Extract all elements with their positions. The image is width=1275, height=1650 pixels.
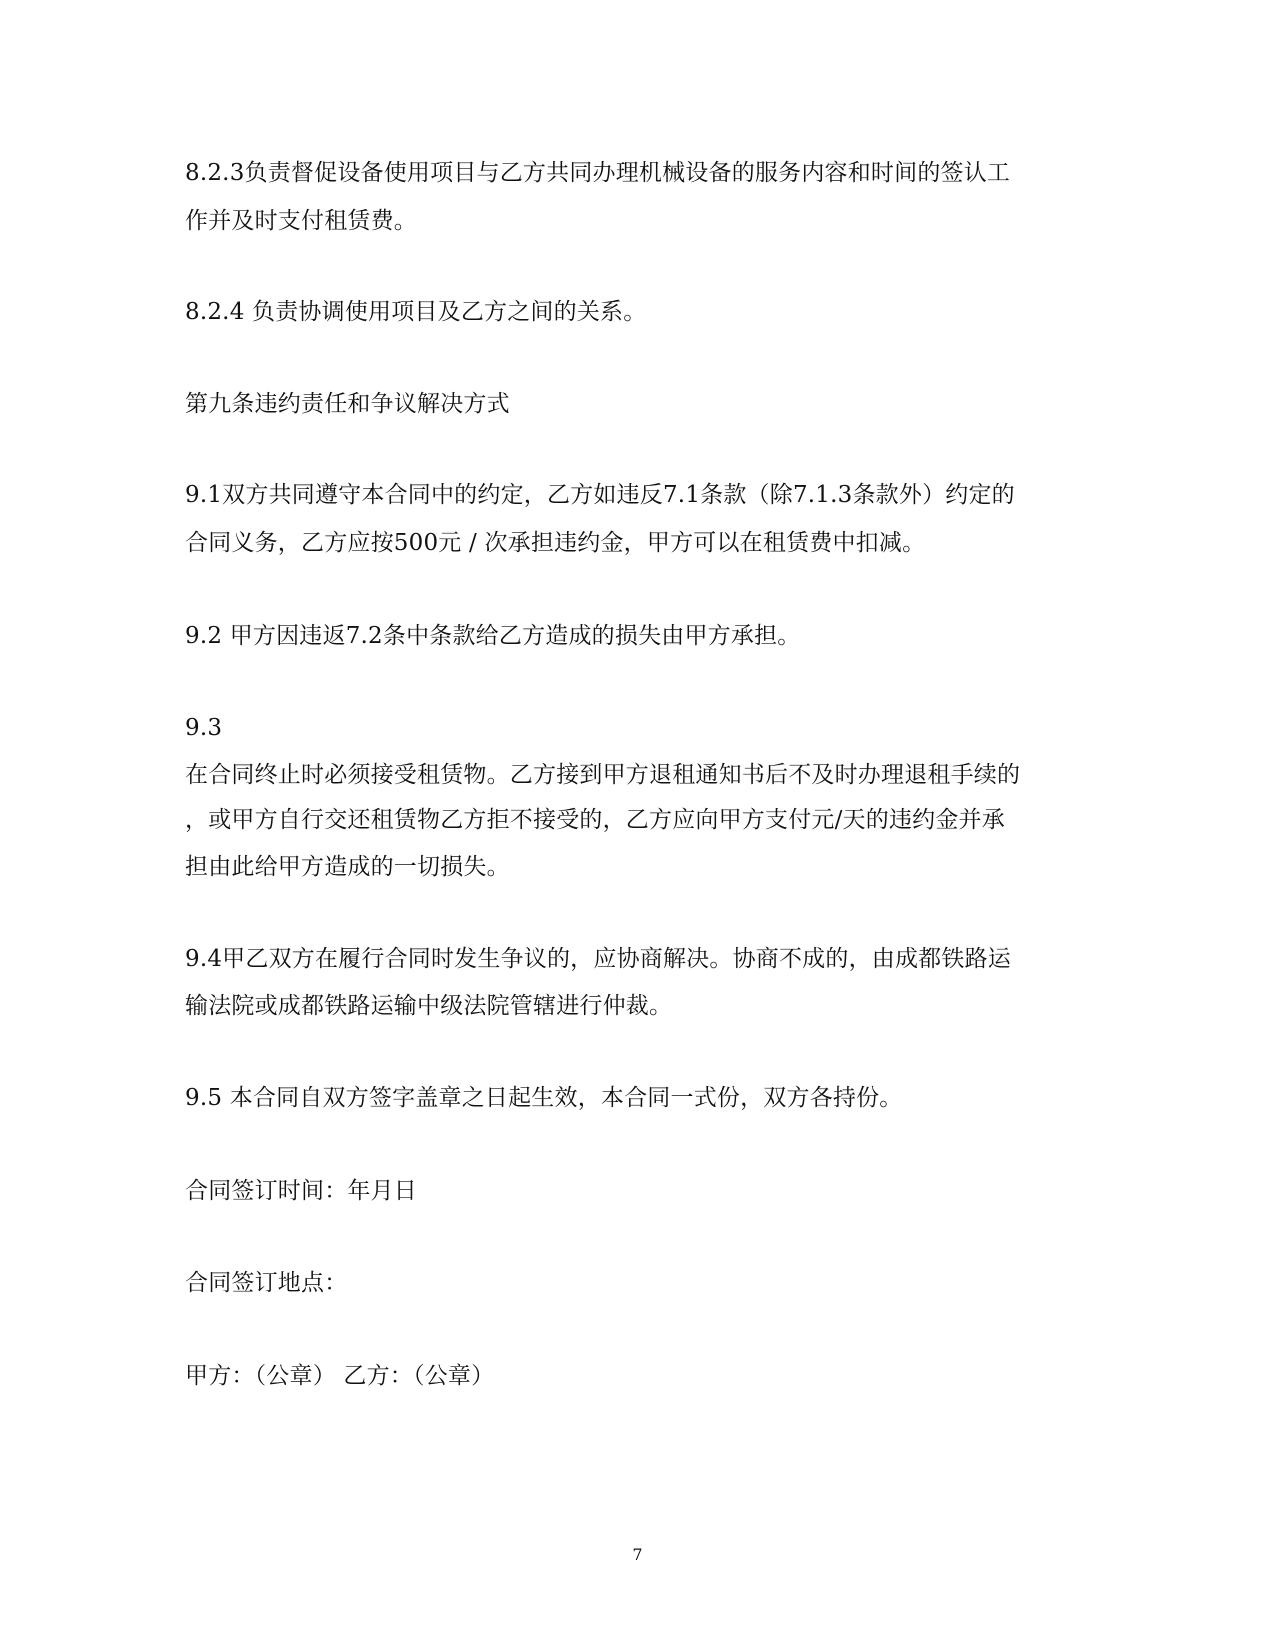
clause-8-2-3-line-2: 作并及时支付租赁费。 [185, 208, 417, 234]
clause-9-1-line-2: 合同义务，乙方应按500元 / 次承担违约金，甲方可以在租赁费中扣减。 [185, 530, 926, 556]
clause-9-5: 9.5 本合同自双方签字盖章之日起生效，本合同一式份，双方各持份。 [185, 1085, 903, 1111]
clause-9-3-line-2: ，或甲方自行交还租赁物乙方拒不接受的，乙方应向甲方支付元/天的违约金并承 [185, 807, 1005, 833]
page-number: 7 [632, 1545, 643, 1564]
clause-9-4-line-2: 输法院或成都铁路运输中级法院管辖进行仲裁。 [185, 993, 673, 1019]
signing-place: 合同签订地点： [185, 1270, 348, 1296]
clause-9-3-number: 9.3 [185, 715, 223, 741]
clause-9-3-line-3: 担由此给甲方造成的一切损失。 [185, 854, 510, 880]
clause-8-2-3-line-1: 8.2.3负责督促设备使用项目与乙方共同办理机械设备的服务内容和时间的签认工 [185, 160, 1011, 186]
clause-9-4-line-1: 9.4甲乙双方在履行合同时发生争议的，应协商解决。协商不成的，由成都铁路运 [185, 946, 1011, 972]
clause-9-2: 9.2 甲方因违返7.2条中条款给乙方造成的损失由甲方承担。 [185, 623, 801, 649]
clause-8-2-4: 8.2.4 负责协调使用项目及乙方之间的关系。 [185, 299, 647, 325]
clause-9-3-line-1: 在合同终止时必须接受租赁物。乙方接到甲方退租通知书后不及时办理退租手续的 [185, 762, 1021, 788]
clause-9-1-line-1: 9.1双方共同遵守本合同中的约定，乙方如违反7.1条款（除7.1.3条款外）约定的 [185, 482, 1015, 508]
article-9-heading: 第九条违约责任和争议解决方式 [185, 391, 510, 417]
party-seals: 甲方：（公章） 乙方：（公章） [185, 1363, 495, 1389]
signing-date: 合同签订时间：年月日 [185, 1178, 417, 1204]
